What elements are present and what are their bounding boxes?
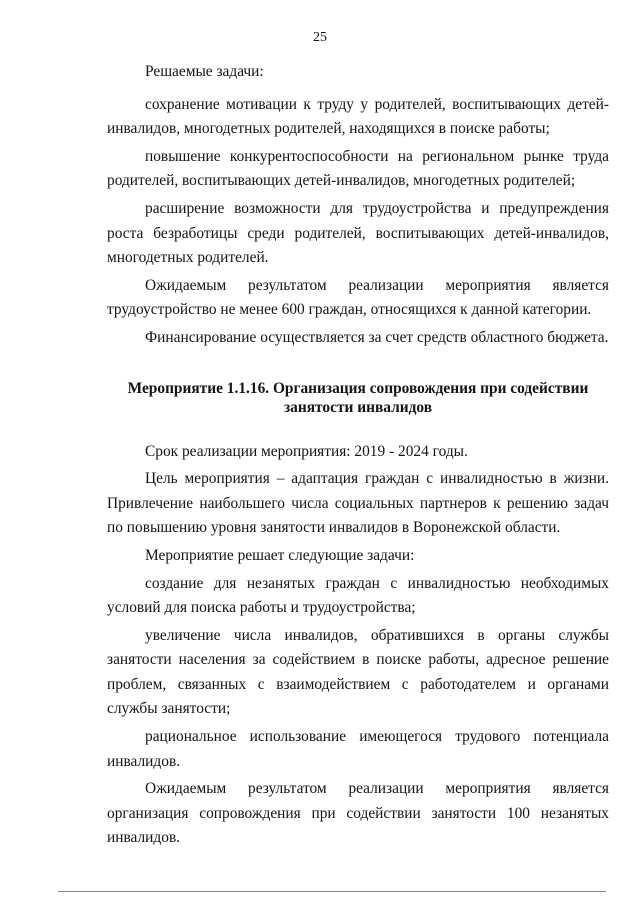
section-heading xyxy=(107,379,609,417)
term-paragraph: Срок реализации мероприятия: 2019 - 2024 годы. xyxy=(145,442,468,460)
document-body xyxy=(107,60,609,851)
intro-label: Решаемые задачи: xyxy=(145,63,264,80)
task-paragraph-conditions: создание для незанятых граждан с инвалидностью необходимых условий для поиска работы и трудоустройства; xyxy=(107,574,609,617)
task-paragraph-competitiveness: повышение конкурентоспособности на региональном рынке труда родителей, воспитывающих детей-инвалидов, многодетных родителей; xyxy=(107,147,609,190)
section-expected-result: Ожидаемым результатом реализации мероприятия является организация сопровождения при содействии занятости 100 незанятых инвалидов. xyxy=(107,780,609,847)
task-paragraph-employment: расширение возможности для трудоустройства и предупреждения роста безработицы среди родителей, воспитывающих детей-инвалидов, многодетных родителей. xyxy=(107,199,609,267)
page-number: 25 xyxy=(313,30,327,45)
tasks-label: Мероприятие решает следующие задачи: xyxy=(145,546,415,564)
section-heading-line-2: занятости инвалидов xyxy=(283,398,433,416)
bottom-rule xyxy=(58,891,606,892)
goal-paragraph: Цель мероприятия – адаптация граждан с инвалидностью в жизни. Привлечение наибольшего числа социальных партнеров к решению задач по повышению уровня занятости инвалидов в Воронежской области. xyxy=(107,470,609,537)
expected-result-paragraph: Ожидаемым результатом реализации мероприятия является трудоустройство не менее 600 граждан, относящихся к данной категории. xyxy=(107,276,609,319)
section-heading-line-1: Мероприятие 1.1.16. Организация сопровождения при содействии xyxy=(127,379,589,397)
task-paragraph-potential: рациональное использование имеющегося трудового потенциала инвалидов. xyxy=(107,728,609,770)
task-paragraph-increase: увеличение числа инвалидов, обратившихся в органы службы занятости населения за содействием в поиске работы, адресное решение проблем, связанных с взаимодействием с работодателем и органами службы занятости; xyxy=(107,626,609,718)
task-paragraph-motivation: сохранение мотивации к труду у родителей, воспитывающих детей-инвалидов, многодетных родителей, находящихся в поиске работы; xyxy=(107,95,609,138)
financing-paragraph: Финансирование осуществляется за счет средств областного бюджета. xyxy=(145,328,609,346)
